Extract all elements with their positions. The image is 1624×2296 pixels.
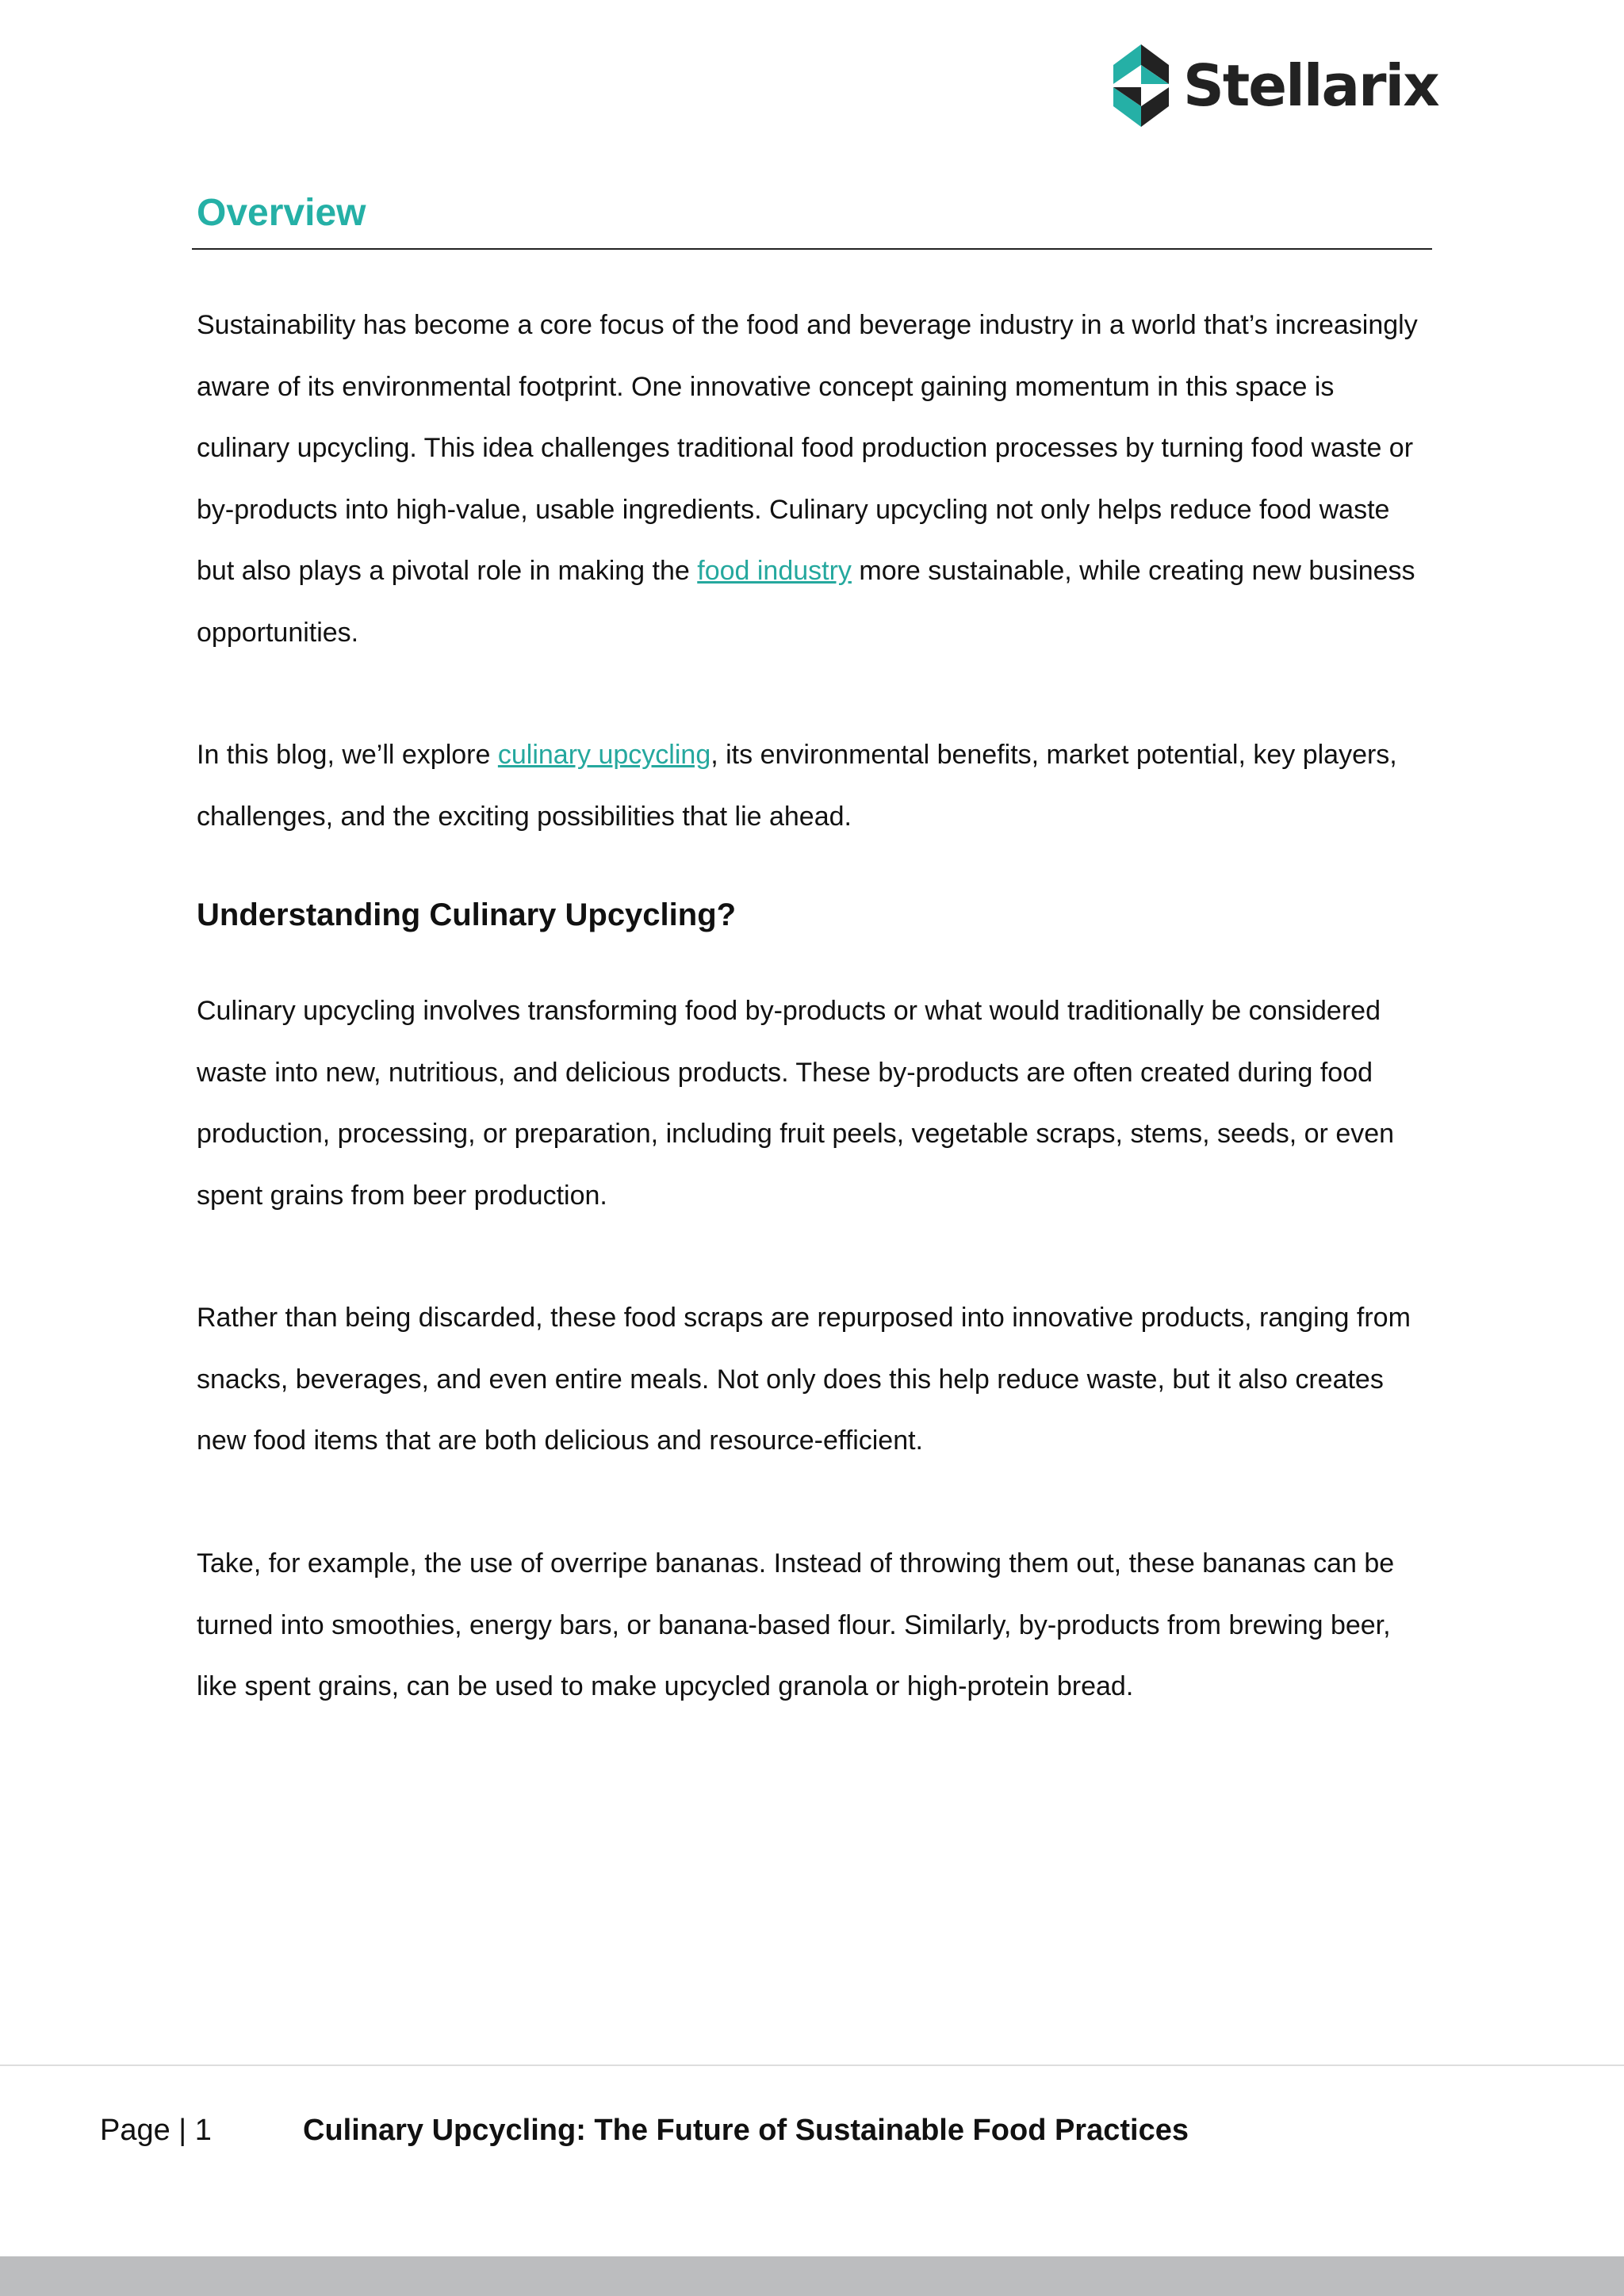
- footer-document-title: Culinary Upcycling: The Future of Sustainable Food Practices: [303, 2114, 1189, 2147]
- stellarix-logo-icon: [1113, 44, 1169, 127]
- paragraph-text: In this blog, we’ll explore: [197, 740, 498, 770]
- paragraph-text: Sustainability has become a core focus of the food and beverage industry in a world that’s increasingly aware of its environmental footprint. One innovative concept gaining momentum in this space is culinary upcycling. This idea challenges traditional food production processes by turning food waste or by-products into high-value, usable ingredients. Culinary upcycling not only helps reduce food waste but also plays a pivotal role in making the: [197, 310, 1418, 586]
- section-heading: Understanding Culinary Upcycling?: [197, 897, 737, 932]
- section-paragraph-3: Take, for example, the use of overripe bananas. Instead of throwing them out, these bananas can be turned into smoothies, energy bars, or banana-based flour. Similarly, by-products from brewing beer, like spent grains, can be used to make upcycled granola or high-protein bread.: [197, 1548, 1395, 1701]
- overview-paragraph-2: [197, 725, 1431, 848]
- heading-divider: [192, 248, 1432, 250]
- header-logo: [1113, 44, 1438, 127]
- overview-heading: Overview: [197, 192, 366, 234]
- food-industry-link[interactable]: food industry: [697, 556, 852, 586]
- page-gap-background: [0, 2256, 1624, 2296]
- section-paragraph-2: Rather than being discarded, these food scraps are repurposed into innovative products, ranging from snacks, beverages, and even entire meals. Not only does this help reduce waste, but it also creates new food items that are both delicious and resource-efficient.: [197, 1303, 1411, 1456]
- overview-paragraph-1: [197, 295, 1431, 664]
- logo-wordmark: Stellarix: [1183, 52, 1438, 119]
- footer-divider: [0, 2064, 1624, 2066]
- culinary-upcycling-link[interactable]: culinary upcycling: [497, 740, 711, 770]
- section-paragraph-1: Culinary upcycling involves transforming food by-products or what would traditionally be considered waste into new, nutritious, and delicious products. These by-products are often created during food production, processing, or preparation, including fruit peels, vegetable scraps, stems, seeds, or even spent grains from beer production.: [197, 996, 1395, 1211]
- paragraph-text: , its environmental benefits, market potential, key players, challenges, and the exciting possibilities that lie ahead.: [197, 740, 1397, 832]
- paragraph-text: more sustainable, while creating new business opportunities.: [197, 556, 1415, 648]
- footer-page-number: Page | 1: [100, 2114, 212, 2147]
